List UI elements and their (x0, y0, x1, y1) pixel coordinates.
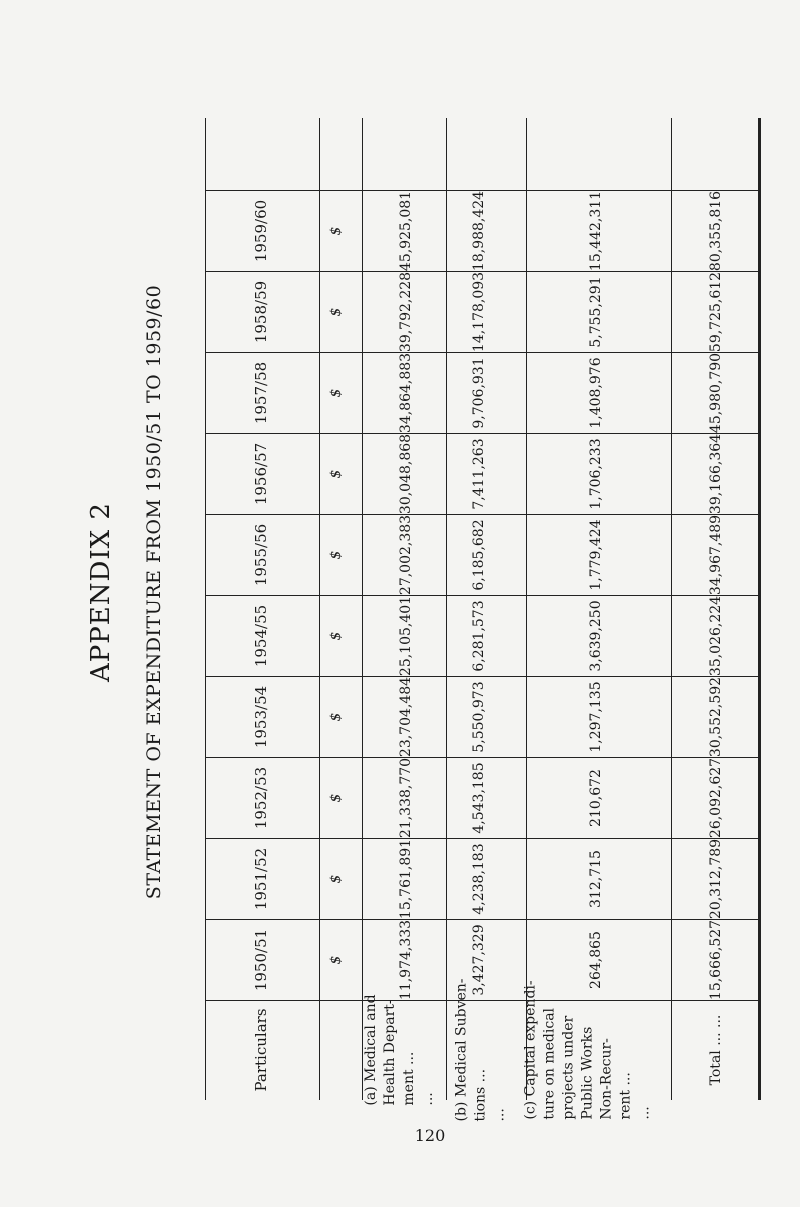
currency-symbol: $ (328, 631, 344, 640)
year-header: 1951/52 (252, 847, 270, 910)
particular-label: (b) Medical Subven- tions ... ... (453, 978, 508, 1122)
currency-symbol: $ (328, 874, 344, 883)
column-rule (319, 118, 320, 1100)
value-capital-expenditure: 1,706,233 (588, 437, 604, 510)
row-rule (205, 433, 758, 434)
total-label: Total ... ... (708, 1014, 724, 1086)
row-rule (205, 514, 758, 515)
row-rule (205, 757, 758, 758)
value-medical-health-dept: 39,792,228 (398, 271, 414, 352)
value-medical-subventions: 14,178,093 (471, 271, 487, 352)
particular-label: (c) Capital expendi- ture on medical projects under Public Works Non-Recur- rent ... ... (522, 980, 653, 1120)
column-rule (526, 118, 527, 1100)
value-medical-health-dept: 21,338,770 (398, 757, 414, 838)
value-total: 34,967,489 (708, 514, 724, 595)
currency-symbol: $ (328, 307, 344, 316)
value-medical-subventions: 18,988,424 (471, 190, 487, 271)
value-medical-subventions: 5,550,973 (471, 680, 487, 753)
value-medical-health-dept: 27,002,383 (398, 514, 414, 595)
value-total: 30,552,592 (708, 676, 724, 757)
value-capital-expenditure: 312,715 (588, 849, 604, 908)
row-rule (205, 919, 758, 920)
year-header: 1955/56 (252, 523, 270, 586)
value-capital-expenditure: 1,779,424 (588, 518, 604, 591)
value-capital-expenditure: 210,672 (588, 768, 604, 827)
value-total: 15,666,527 (708, 919, 724, 1000)
value-medical-health-dept: 45,925,081 (398, 190, 414, 271)
value-total: 80,355,816 (708, 190, 724, 271)
value-medical-subventions: 4,238,183 (471, 842, 487, 915)
value-capital-expenditure: 5,755,291 (588, 275, 604, 348)
year-header: 1952/53 (252, 766, 270, 829)
value-total: 20,312,789 (708, 838, 724, 919)
currency-symbol: $ (328, 955, 344, 964)
row-rule (205, 838, 758, 839)
statement-heading: STATEMENT OF EXPENDITURE FROM 1950/51 TO 1959/60 (143, 284, 165, 900)
value-capital-expenditure: 3,639,250 (588, 599, 604, 672)
currency-symbol: $ (328, 793, 344, 802)
column-rule (446, 118, 447, 1100)
column-rule (205, 118, 206, 1100)
value-total: 26,092,627 (708, 757, 724, 838)
value-total: 59,725,612 (708, 271, 724, 352)
column-rule (758, 118, 761, 1100)
value-medical-health-dept: 23,704,484 (398, 676, 414, 757)
column-rule (671, 118, 672, 1100)
value-medical-subventions: 3,427,329 (471, 923, 487, 996)
value-medical-subventions: 6,281,573 (471, 599, 487, 672)
row-rule (205, 595, 758, 596)
year-header: 1957/58 (252, 361, 270, 424)
value-medical-health-dept: 30,048,868 (398, 433, 414, 514)
particular-label: (a) Medical and Health Depart- ment ... ... (363, 994, 436, 1106)
year-header: 1950/51 (252, 928, 270, 991)
value-capital-expenditure: 1,297,135 (588, 680, 604, 753)
value-capital-expenditure: 264,865 (588, 930, 604, 989)
year-header: 1959/60 (252, 199, 270, 262)
value-medical-subventions: 6,185,682 (471, 518, 487, 591)
appendix-title: APPENDIX 2 (86, 502, 116, 682)
currency-symbol: $ (328, 226, 344, 235)
value-total: 35,026,224 (708, 595, 724, 676)
column-rule (362, 118, 363, 1100)
value-capital-expenditure: 1,408,976 (588, 356, 604, 429)
row-rule (205, 676, 758, 677)
currency-symbol: $ (328, 712, 344, 721)
year-header: 1954/55 (252, 604, 270, 667)
value-total: 45,980,790 (708, 352, 724, 433)
currency-symbol: $ (328, 550, 344, 559)
value-capital-expenditure: 15,442,311 (588, 190, 604, 271)
year-header: 1953/54 (252, 685, 270, 748)
value-medical-subventions: 7,411,263 (471, 437, 487, 510)
year-header: 1956/57 (252, 442, 270, 505)
value-medical-health-dept: 15,761,891 (398, 838, 414, 919)
row-rule (205, 352, 758, 353)
value-medical-health-dept: 25,105,401 (398, 595, 414, 676)
value-medical-subventions: 4,543,185 (471, 761, 487, 834)
value-total: 39,166,364 (708, 433, 724, 514)
currency-symbol: $ (328, 388, 344, 397)
value-medical-health-dept: 34,864,883 (398, 352, 414, 433)
particulars-header: Particulars (252, 1008, 270, 1092)
value-medical-health-dept: 11,974,333 (398, 919, 414, 1000)
currency-symbol: $ (328, 469, 344, 478)
page-number: 120 (414, 1126, 446, 1145)
value-medical-subventions: 9,706,931 (471, 356, 487, 429)
year-header: 1958/59 (252, 280, 270, 343)
